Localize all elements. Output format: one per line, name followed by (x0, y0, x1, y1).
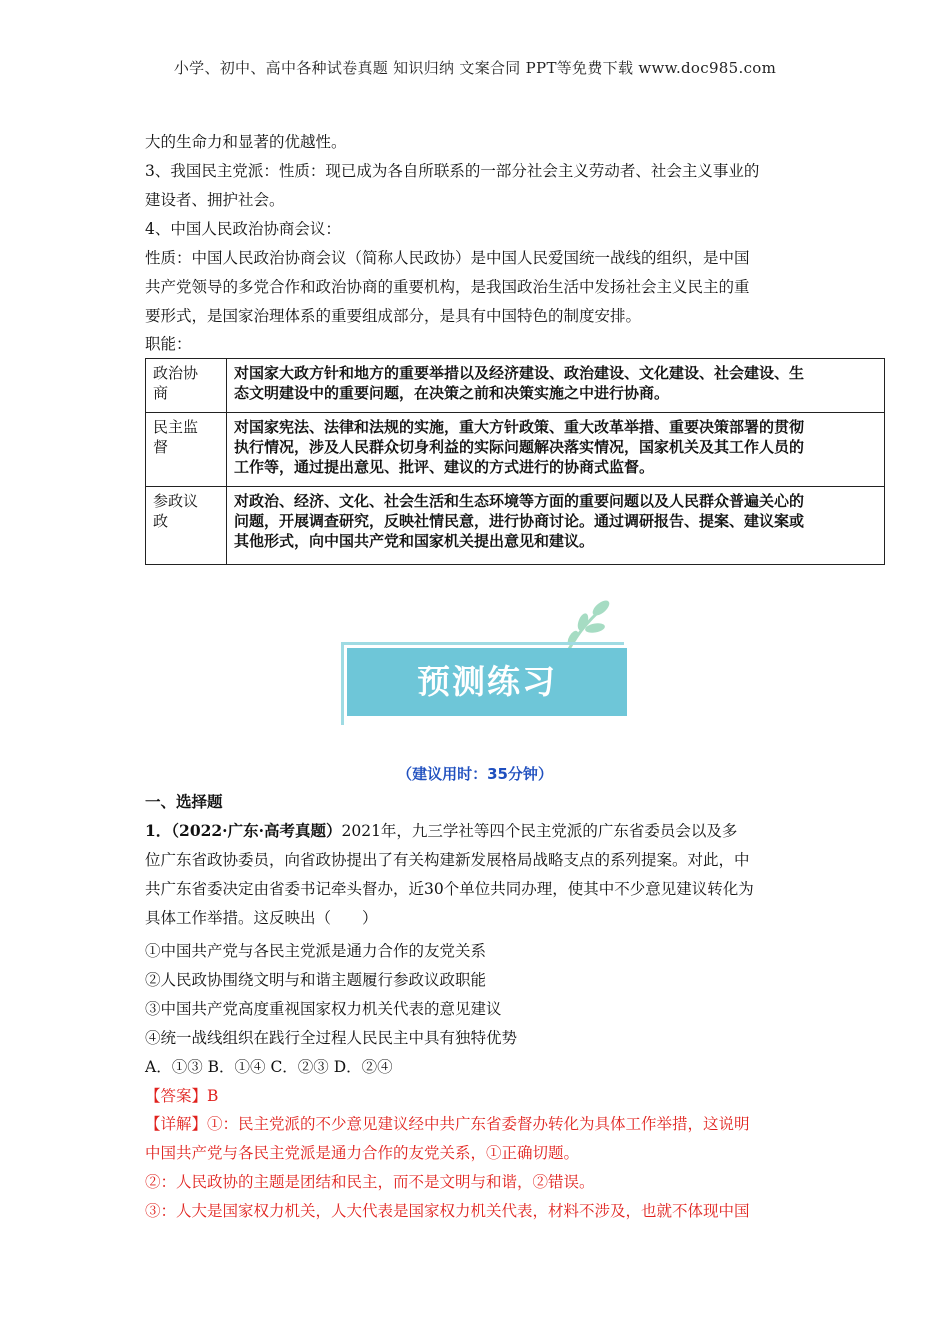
practice-banner (335, 598, 635, 726)
answer: 【答案】B (145, 1087, 219, 1105)
cell-text: 民主监 (153, 418, 199, 436)
functions-table (145, 358, 885, 565)
statement: ①中国共产党与各民主党派是通力合作的友党关系 (145, 942, 487, 960)
explanation-line: ③：人大是国家权力机关，人大代表是国家权力机关代表，材料不涉及，也就不体现中国 (145, 1202, 750, 1220)
intro-line: 4、中国人民政治协商会议： (145, 220, 341, 238)
function-name (146, 413, 227, 487)
suggested-time: （建议用时：35分钟） (397, 765, 553, 783)
cell-text: 对国家宪法、法律和法规的实施，重大方针政策、重大改革举措、重要决策部署的贯彻 (234, 418, 805, 436)
question-number: 1． (145, 821, 172, 840)
table-row (146, 487, 885, 565)
question-stem-line (145, 821, 737, 841)
cell-text: 对国家大政方针和地方的重要举措以及经济建设、政治建设、文化建设、社会建设、生 (234, 364, 805, 382)
cell-text: 政 (153, 512, 169, 530)
intro-line: 共产党领导的多党合作和政治协商的重要机构，是我国政治生活中发扬社会主义民主的重 (145, 278, 750, 296)
question-text: 具体工作举措。这反映出（ ） (145, 909, 378, 927)
table-row (146, 413, 885, 487)
intro-line: 职能： (145, 335, 192, 353)
explanation-line: 中国共产党与各民主党派是通力合作的友党关系，①正确切题。 (145, 1144, 580, 1162)
statement: ③中国共产党高度重视国家权力机关代表的意见建议 (145, 1000, 502, 1018)
cell-text: 其他形式，向中国共产党和国家机关提出意见和建议。 (234, 532, 595, 550)
cell-text: 工作等，通过提出意见、批评、建议的方式进行的协商式监督。 (234, 458, 655, 476)
answer-options: A．①③ B．①④ C．②③ D．②④ (145, 1058, 393, 1076)
question-text: 位广东省政协委员，向省政协提出了有关构建新发展格局战略支点的系列提案。对此，中 (145, 851, 750, 869)
cell-text: 执行情况，涉及人民群众切身利益的实际问题解决落实情况，国家机关及其工作人员的 (234, 438, 805, 456)
intro-line: 要形式，是国家治理体系的重要组成部分，是具有中国特色的制度安排。 (145, 307, 642, 325)
banner-title: 预测练习 (417, 662, 557, 701)
cell-text: 督 (153, 438, 169, 456)
question-text: 共广东省委决定由省委书记牵头督办，近30个单位共同办理，使其中不少意见建议转化为 (145, 880, 754, 898)
explanation-line: 【详解】①：民主党派的不少意见建议经中共广东省委督办转化为具体工作举措，这说明 (145, 1115, 750, 1133)
function-description (227, 487, 885, 565)
cell-text: 问题，开展调查研究，反映社情民意，进行协商讨论。通过调研报告、提案、建议案或 (234, 512, 805, 530)
statement: ②人民政协围绕文明与和谐主题履行参政议政职能 (145, 971, 487, 989)
section-title: 一、选择题 (145, 793, 223, 811)
function-description (227, 359, 885, 413)
intro-line: 大的生命力和显著的优越性。 (145, 133, 347, 151)
cell-text: 政治协 (153, 364, 199, 382)
statement: ④统一战线组织在践行全过程人民民主中具有独特优势 (145, 1029, 518, 1047)
explanation-line: ②：人民政协的主题是团结和民主，而不是文明与和谐，②错误。 (145, 1173, 595, 1191)
cell-text: 参政议 (153, 492, 199, 510)
intro-line: 建设者、拥护社会。 (145, 191, 285, 209)
page-header: 小学、初中、高中各种试卷真题 知识归纳 文案合同 PPT等免费下载 www.doc985.com (173, 59, 777, 77)
question-text: 2021年，九三学社等四个民主党派的广东省委员会以及多 (341, 822, 738, 840)
function-description (227, 413, 885, 487)
cell-text: 态文明建设中的重要问题，在决策之前和决策实施之中进行协商。 (234, 384, 670, 402)
table-row (146, 359, 885, 413)
cell-text: 商 (153, 384, 169, 402)
intro-line: 性质：中国人民政治协商会议（简称人民政协）是中国人民爱国统一战线的组织，是中国 (145, 249, 750, 267)
cell-text: 对政治、经济、文化、社会生活和生态环境等方面的重要问题以及人民群众普遍关心的 (234, 492, 805, 510)
question-source: （2022·广东·高考真题） (171, 821, 342, 840)
intro-line: 3、我国民主党派：性质：现已成为各自所联系的一部分社会主义劳动者、社会主义事业的 (145, 162, 760, 180)
function-name (146, 487, 227, 565)
function-name (146, 359, 227, 413)
